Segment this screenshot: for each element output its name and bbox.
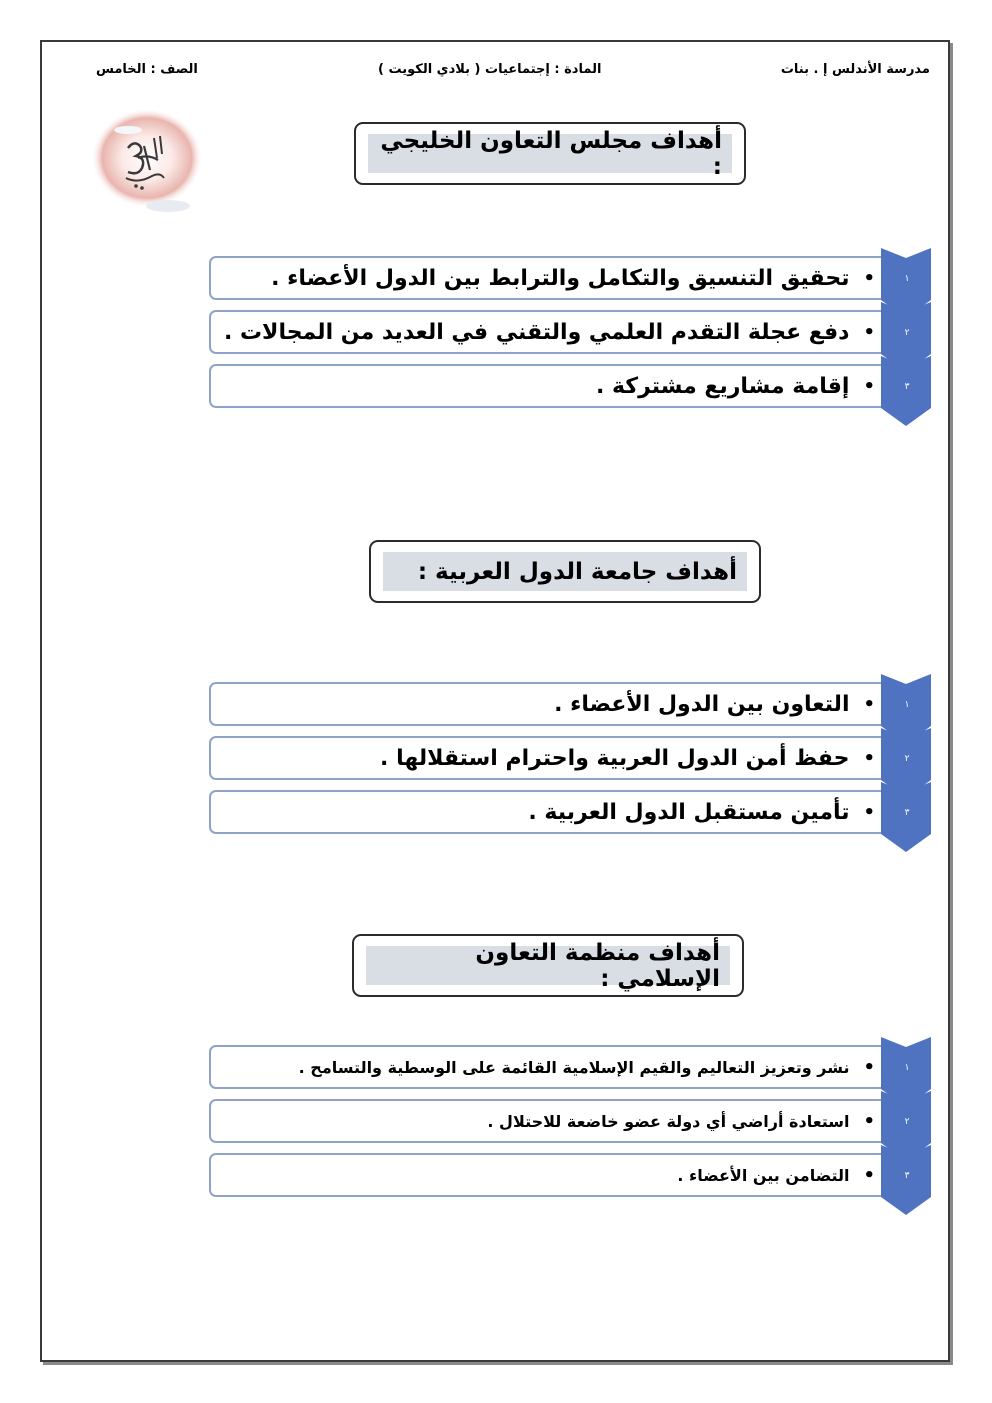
bullet: •	[863, 693, 875, 715]
item-text: استعادة أراضي أي دولة عضو خاضعة للاحتلال .	[487, 1111, 850, 1131]
item-text: نشر وتعزيز التعاليم والقيم الإسلامية القائمة على الوسطية والتسامح .	[298, 1057, 850, 1077]
item-text: إقامة مشاريع مشتركة .	[595, 373, 850, 399]
item-number: ٣	[904, 382, 910, 392]
bullet: •	[863, 1056, 875, 1078]
bullet: •	[863, 1164, 875, 1186]
item-text: دفع عجلة التقدم العلمي والتقني في العديد من المجالات .	[223, 319, 850, 345]
item-number: ٢	[904, 328, 910, 338]
list-item	[209, 256, 931, 302]
list-item	[209, 1099, 931, 1145]
item-number: ٣	[904, 808, 910, 818]
bullet: •	[863, 321, 875, 343]
school-name: مدرسة الأندلس إ . بنات	[780, 62, 930, 77]
section-title-arab-league	[369, 540, 761, 603]
item-text: تأمين مستقبل الدول العربية .	[528, 799, 850, 825]
school-emblem-icon	[88, 108, 206, 216]
list-item	[209, 1045, 931, 1091]
list-item	[209, 1153, 931, 1199]
bullet: •	[863, 747, 875, 769]
item-number: ٢	[904, 1117, 910, 1127]
item-number: ١	[904, 274, 910, 284]
bullet: •	[863, 801, 875, 823]
section-title-text: أهداف منظمة التعاون الإسلامي :	[366, 946, 730, 985]
section-title-oic	[352, 934, 744, 997]
subject-label: المادة : إجتماعيات ( بلادي الكويت )	[378, 62, 602, 77]
list-item	[209, 682, 931, 728]
list-item	[209, 364, 931, 410]
section-title-text: أهداف جامعة الدول العربية :	[383, 552, 747, 591]
bullet: •	[863, 375, 875, 397]
item-number: ١	[904, 1063, 910, 1073]
item-text: التعاون بين الدول الأعضاء .	[554, 691, 850, 717]
section-title-gcc	[354, 122, 746, 185]
list-item	[209, 790, 931, 836]
item-text: تحقيق التنسيق والتكامل والترابط بين الدول الأعضاء .	[271, 265, 850, 291]
item-text: حفظ أمن الدول العربية واحترام استقلالها .	[380, 745, 850, 771]
list-item	[209, 736, 931, 782]
item-text: التضامن بين الأعضاء .	[677, 1165, 850, 1185]
item-number: ٣	[904, 1171, 910, 1181]
item-number: ٢	[904, 754, 910, 764]
item-number: ١	[904, 700, 910, 710]
section-title-text: أهداف مجلس التعاون الخليجي :	[368, 134, 732, 173]
bullet: •	[863, 1110, 875, 1132]
grade-label: الصف : الخامس	[96, 62, 198, 77]
list-item	[209, 310, 931, 356]
bullet: •	[863, 267, 875, 289]
